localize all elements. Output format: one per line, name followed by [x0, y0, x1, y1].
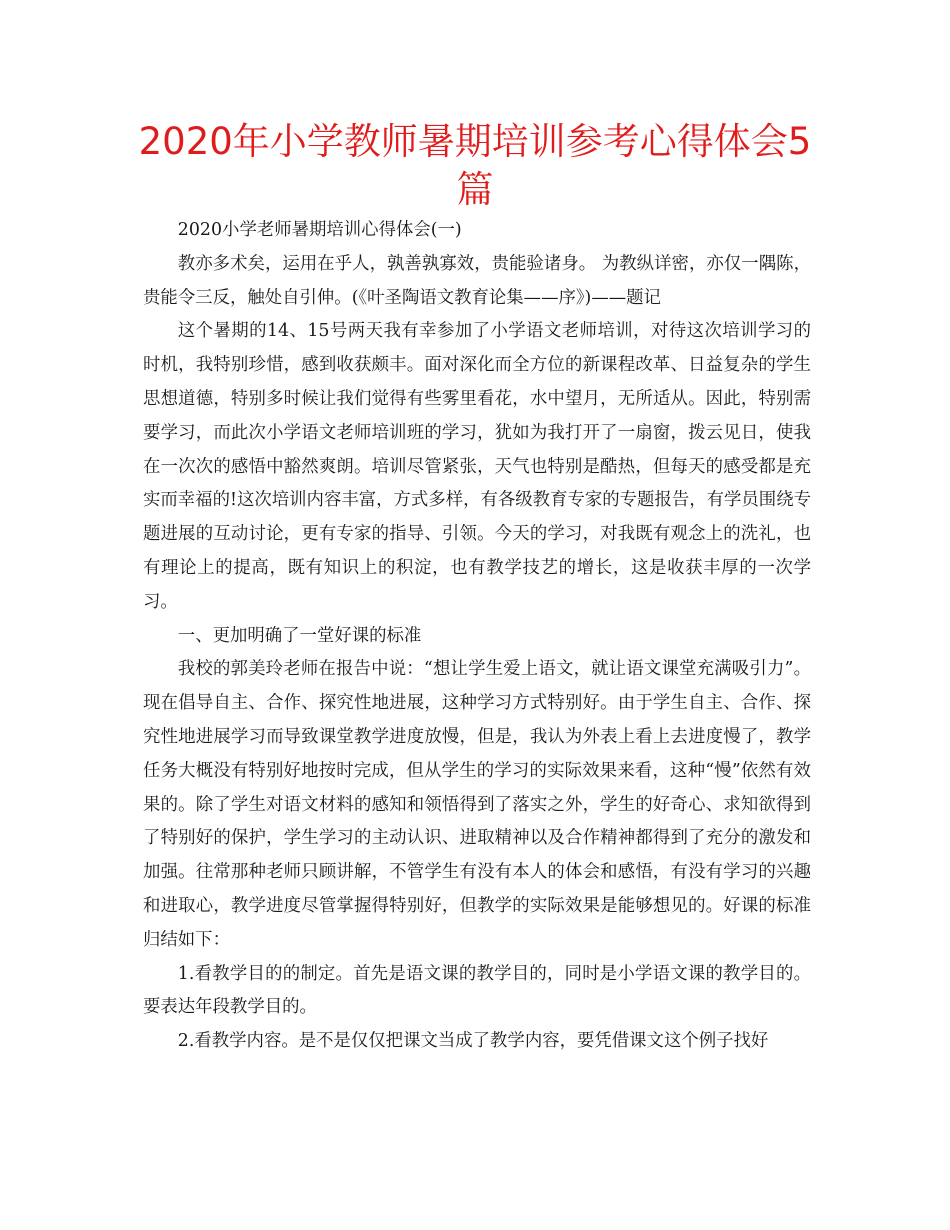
body-paragraph: 这个暑期的14、15号两天我有幸参加了小学语文老师培训，对待这次培训学习的时机，我特别珍惜，感到收获颇丰。面对深化而全方位的新课程改革、日益复杂的学生思想道德，特别多时候让我们觉得有些雾里看花，水中望月，无所适从。因此，特别需要学习，而此次小学语文老师培训班的学习，犹如为我打开了一扇窗，拨云见日，使我在一次次的感悟中豁然爽朗。培训尽管紧张，天气也特别是酷热，但每天的感受都是充实而幸福的!这次培训内容丰富，方式多样，有各级教育专家的专题报告，有学员围绕专题进展的互动讨论，更有专家的指导、引领。今天的学习，对我既有观念上的洗礼，也有理论上的提高，既有知识上的积淀，也有教学技艺的增长，这是收获丰厚的一次学习。 [143, 321, 811, 612]
epigraph-paragraph: 教亦多术矣，运用在乎人，孰善孰寡效，贵能验诸身。 为教纵详密，亦仅一隅陈，贵能令三反，触处自引伸。(《叶圣陶语文教育论集——序》)——题记 [143, 253, 811, 308]
subsection-heading: 一、更加明确了一堂好课的标准 [177, 625, 422, 646]
document-title: 2020年小学教师暑期培训参考心得体会5篇 [138, 120, 812, 211]
section-heading: 2020小学老师暑期培训心得体会(一) [177, 220, 462, 240]
body-paragraph: 我校的郭美玲老师在报告中说：“想让学生爱上语文，就让语文课堂充满吸引力”。 现在倡导自主、合作、探究性地进展，这种学习方式特别好。由于学生自主、合作、探究性地进展学习而导致课堂教学进度放慢，但是，我认为外表上看上去进度慢了，教学任务大概没有特别好地按时完成，但从学生的学习的实际效果来看，这种“慢”依然有效果的。除了学生对语文材料的感知和领悟得到了落实之外，学生的好奇心、求知欲得到了特别好的保护，学生学习的主动认识、进取精神以及合作精神都得到了充分的激发和加强。往常那种老师只顾讲解，不管学生有没有本人的体会和感悟，有没有学习的兴趣和进取心，教学进度尽管掌握得特别好，但教学的实际效果是能够想见的。好课的标准归结如下： [143, 659, 811, 950]
document-body [143, 214, 811, 1059]
list-item: 1.看教学目的的制定。首先是语文课的教学目的，同时是小学语文课的教学目的。要表达年段教学目的。 [143, 963, 811, 1018]
list-item: 2.看教学内容。是不是仅仅把课文当成了教学内容，要凭借课文这个例子找好 [177, 1031, 769, 1052]
